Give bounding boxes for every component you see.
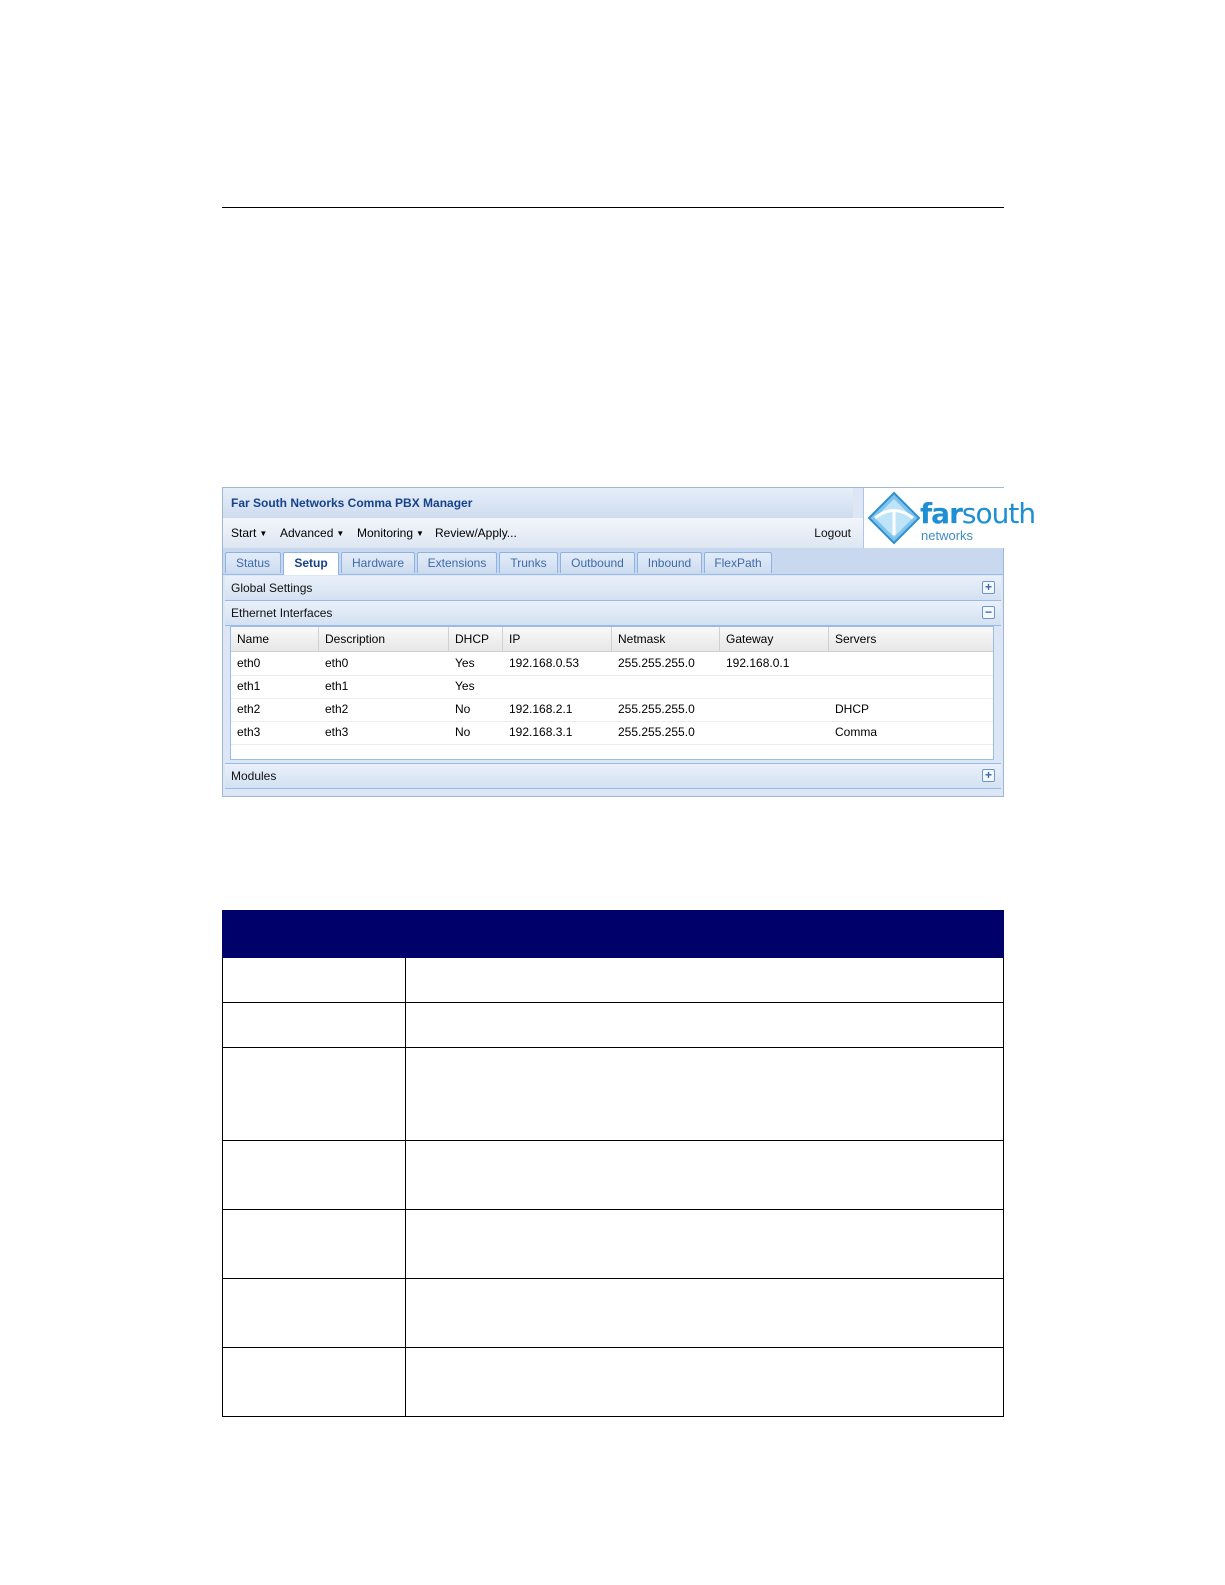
expand-plus-icon[interactable]: +: [982, 581, 995, 594]
panel-ethernet-interfaces[interactable]: [225, 601, 1001, 626]
document-table-cell: [406, 958, 1004, 1003]
logo-south: south: [961, 497, 1036, 530]
cell-netmask: 255.255.255.0: [618, 725, 695, 739]
menu-start-label: Start: [231, 526, 257, 540]
column-header-netmask[interactable]: Netmask: [612, 627, 720, 651]
logo-subtitle: networks: [921, 528, 974, 543]
ethernet-interfaces-grid: [230, 626, 994, 760]
column-header-gateway[interactable]: Gateway: [720, 627, 829, 651]
farsouth-logo: [863, 488, 1036, 548]
document-table-cell: [223, 1348, 406, 1417]
cell-netmask: 255.255.255.0: [618, 702, 695, 716]
document-table-cell: [406, 1348, 1004, 1417]
tab-hardware[interactable]: Hardware: [341, 552, 415, 573]
cell-dhcp: No: [455, 702, 471, 716]
document-table-cell: [223, 1210, 406, 1279]
title-bar: [223, 488, 853, 519]
column-header-servers[interactable]: Servers: [835, 632, 877, 646]
panel-ethernet-interfaces-label: Ethernet Interfaces: [231, 606, 333, 620]
collapse-minus-icon[interactable]: −: [982, 606, 995, 619]
document-table-cell: [406, 1210, 1004, 1279]
document-table-row: [223, 1003, 1004, 1048]
cell-dhcp: No: [455, 725, 471, 739]
document-table-row: [223, 1048, 1004, 1141]
document-table-cell: [223, 1279, 406, 1348]
tab-outbound[interactable]: Outbound: [560, 552, 635, 573]
cell-ip: 192.168.0.53: [509, 656, 580, 670]
document-table-row: [223, 1141, 1004, 1210]
document-table-row: [223, 1210, 1004, 1279]
logout-link[interactable]: Logout: [814, 526, 851, 540]
cell-name: eth0: [237, 656, 261, 670]
panel-modules[interactable]: [225, 763, 1001, 789]
tab-trunks[interactable]: Trunks: [499, 552, 558, 573]
cell-ip: 192.168.3.1: [509, 725, 573, 739]
diamond-logo-icon: [867, 491, 921, 545]
cell-description: eth3: [325, 725, 349, 739]
menu-advanced-label: Advanced: [280, 526, 334, 540]
cell-gateway: [720, 698, 726, 721]
column-header-dhcp[interactable]: DHCP: [449, 627, 503, 651]
column-header-ip[interactable]: IP: [503, 627, 612, 651]
cell-name: eth1: [237, 679, 261, 693]
tab-flexpath[interactable]: FlexPath: [704, 552, 772, 573]
cell-description: eth1: [325, 679, 349, 693]
document-table-row: [223, 1279, 1004, 1348]
tab-bar: [223, 548, 1003, 575]
cell-dhcp: Yes: [455, 656, 475, 670]
cell-description: eth2: [325, 702, 349, 716]
menu-monitoring[interactable]: [357, 526, 424, 540]
cell-gateway: 192.168.0.1: [726, 656, 790, 670]
menu-bar: [223, 518, 863, 549]
panel-modules-label: Modules: [231, 769, 277, 783]
menu-review-apply[interactable]: [435, 526, 517, 540]
tab-inbound[interactable]: Inbound: [637, 552, 702, 573]
cell-name: eth3: [237, 725, 261, 739]
chevron-down-icon: ▼: [416, 529, 424, 538]
pbx-manager-window: [222, 487, 1036, 797]
cell-servers: [829, 652, 835, 675]
document-table-cell: [406, 1048, 1004, 1141]
app-title: Far South Networks Comma PBX Manager: [231, 496, 473, 510]
cell-gateway: [720, 721, 726, 744]
document-table-cell: [223, 1141, 406, 1210]
cell-ip: [503, 675, 509, 698]
cell-servers: [829, 675, 835, 698]
document-table-row: [223, 1348, 1004, 1417]
table-row[interactable]: [231, 652, 993, 676]
menu-review-apply-label: Review/Apply...: [435, 526, 517, 540]
page-header-rule: [222, 207, 1004, 208]
tab-setup[interactable]: Setup: [283, 552, 339, 575]
cell-netmask: 255.255.255.0: [618, 656, 695, 670]
tab-extensions[interactable]: Extensions: [417, 552, 497, 573]
logo-far: far: [920, 497, 962, 530]
document-table-cell: [406, 1003, 1004, 1048]
document-table-cell: [406, 1279, 1004, 1348]
document-table-row: [223, 958, 1004, 1003]
cell-servers: Comma: [835, 725, 878, 739]
cell-servers: DHCP: [835, 702, 870, 716]
cell-description: eth0: [325, 656, 349, 670]
tab-status[interactable]: Status: [225, 552, 281, 573]
column-header-description[interactable]: Description: [319, 627, 449, 651]
grid-header: [231, 627, 993, 652]
expand-plus-icon[interactable]: +: [982, 769, 995, 782]
column-header-name[interactable]: Name: [231, 627, 319, 651]
panel-global-settings-label: Global Settings: [231, 581, 313, 595]
document-table-cell: [223, 1003, 406, 1048]
cell-name: eth2: [237, 702, 261, 716]
table-row[interactable]: [231, 675, 993, 699]
menu-monitoring-label: Monitoring: [357, 526, 414, 540]
panel-global-settings[interactable]: [225, 576, 1001, 601]
document-table-cell: [406, 1141, 1004, 1210]
cell-netmask: [612, 675, 618, 698]
cell-dhcp: Yes: [455, 679, 475, 693]
document-table-cell: [223, 1048, 406, 1141]
table-row[interactable]: [231, 721, 993, 745]
document-table-header: [223, 911, 1004, 958]
chevron-down-icon: ▼: [259, 529, 268, 538]
logo-wordmark: [920, 497, 1035, 530]
menu-advanced[interactable]: [280, 526, 344, 540]
cell-ip: 192.168.2.1: [509, 702, 573, 716]
chevron-down-icon: ▼: [336, 529, 345, 538]
table-row[interactable]: [231, 698, 993, 722]
document-table-cell: [223, 958, 406, 1003]
menu-start[interactable]: [231, 526, 267, 540]
cell-gateway: [720, 675, 726, 698]
document-table: [222, 910, 1004, 1417]
document-table-header-cell: [223, 911, 1004, 958]
